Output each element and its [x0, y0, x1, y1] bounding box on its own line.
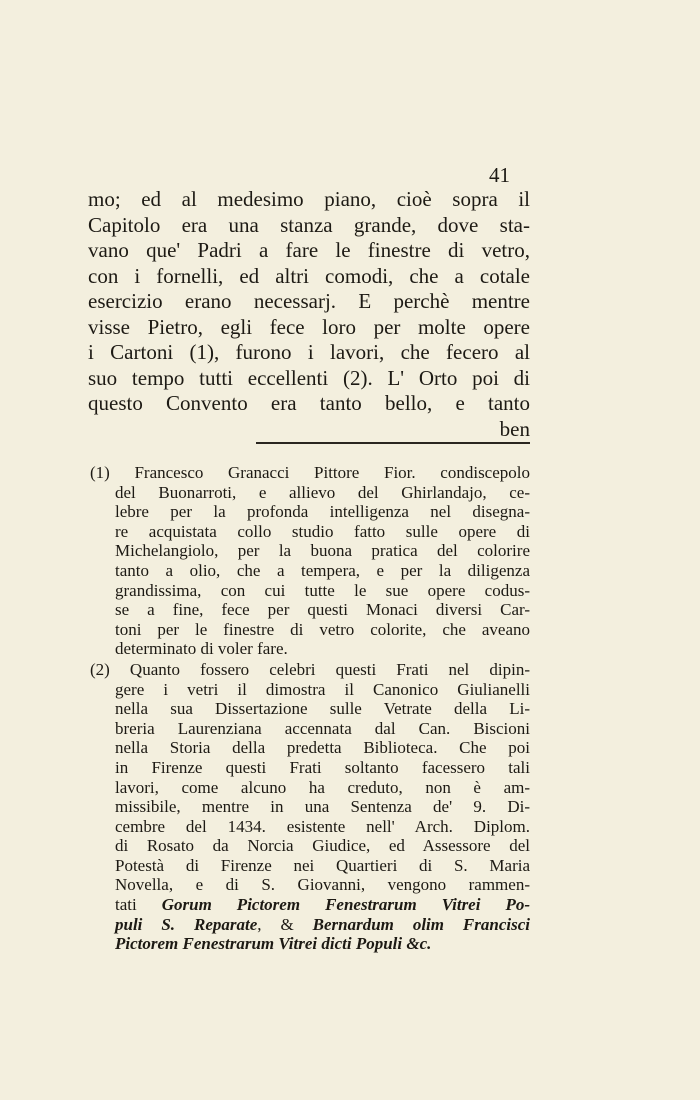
footnote-line: se a fine, fece per questi Monaci diversi Car- — [115, 600, 530, 620]
footnote-line: toni per le finestre di vetro colorite, che aveano — [115, 619, 530, 639]
italic-latin-text: Bernardum olim Francisci — [312, 914, 530, 934]
footnote-line: tanto a olio, che a tempera, e per la diligenza — [115, 560, 530, 580]
footnote-line: breria Laurenziana accennata dal Can. Biscioni — [115, 718, 530, 738]
text-line: visse Pietro, egli fece loro per molte opere — [88, 314, 530, 339]
footnote-line: nella Storia della predetta Biblioteca. Che poi — [115, 738, 530, 758]
footnote-1 — [90, 463, 530, 659]
footnote-line: missibile, mentre in una Sentenza de' 9. Di- — [115, 797, 530, 817]
footnote-line: di Rosato da Norcia Giudice, ed Assessore del — [115, 836, 530, 856]
text-line: mo; ed al medesimo piano, cioè sopra il — [88, 187, 530, 211]
footnote-line: del Buonarroti, e allievo del Ghirlandajo, ce- — [115, 482, 530, 502]
footnote-separator-rule — [256, 442, 530, 444]
footnote-line-mixed — [90, 934, 530, 954]
catchword: ben — [499, 416, 530, 441]
roman-text: , & — [257, 914, 313, 934]
text-line: esercizio erano necessarj. E perchè mentre — [88, 289, 530, 313]
footnote-2 — [90, 660, 530, 954]
footnote-line: lebre per la profonda intelligenza nel disegna- — [115, 502, 530, 522]
text-line: i Cartoni (1), furono i lavori, che fecero al — [88, 340, 530, 364]
footnote-line: determinato di voler fare. — [115, 639, 288, 659]
italic-latin-text: Gorum Pictorem Fenestrarum Vitrei Po- — [161, 895, 530, 915]
text-line: suo tempo tutti eccellenti (2). L' Orto poi di — [88, 365, 530, 390]
footnote-line-mixed — [90, 915, 530, 935]
footnote-line: nella sua Dissertazione sulle Vetrate della Li- — [115, 699, 530, 719]
footnote-line: in Firenze questi Frati soltanto facessero tali — [115, 757, 530, 777]
italic-latin-text: puli S. Reparate — [115, 914, 258, 934]
italic-latin-text: &c. — [402, 934, 432, 954]
footnote-line: gere i vetri il dimostra il Canonico Giulianelli — [115, 679, 530, 699]
page-number: 41 — [489, 163, 510, 187]
roman-text: tati — [115, 895, 162, 915]
main-text-block — [88, 187, 530, 442]
text-line: vano que' Padri a fare le finestre di vetro, — [88, 238, 530, 262]
text-line: Capitolo era una stanza grande, dove sta- — [88, 212, 530, 237]
italic-latin-text: Pictorem Fenestrarum Vitrei dicti Populi — [115, 934, 403, 954]
footnote-line-mixed — [90, 895, 530, 915]
footnote-line: Novella, e di S. Giovanni, vengono rammen- — [115, 875, 530, 895]
footnote-line: re acquistata collo studio fatto sulle opere di — [115, 521, 530, 541]
footnote-line: Potestà di Firenze nei Quartieri di S. Maria — [115, 855, 530, 875]
text-line: questo Convento era tanto bello, e tanto — [88, 391, 530, 415]
footnote-line: grandissima, con cui tutte le sue opere codus- — [115, 580, 530, 600]
text-line: con i fornelli, ed altri comodi, che a cotale — [88, 263, 530, 288]
footnote-line: (1) Francesco Granacci Pittore Fior. condiscepolo — [90, 463, 530, 482]
footnote-line: (2) Quanto fossero celebri questi Frati nel dipin- — [90, 659, 530, 679]
footnote-line: lavori, come alcuno ha creduto, non è am- — [115, 777, 530, 797]
footnote-line: Michelangiolo, per la buona pratica del colorire — [115, 541, 530, 561]
footnotes-block — [90, 463, 530, 955]
footnote-line: cembre del 1434. esistente nell' Arch. Diplom. — [115, 816, 530, 836]
